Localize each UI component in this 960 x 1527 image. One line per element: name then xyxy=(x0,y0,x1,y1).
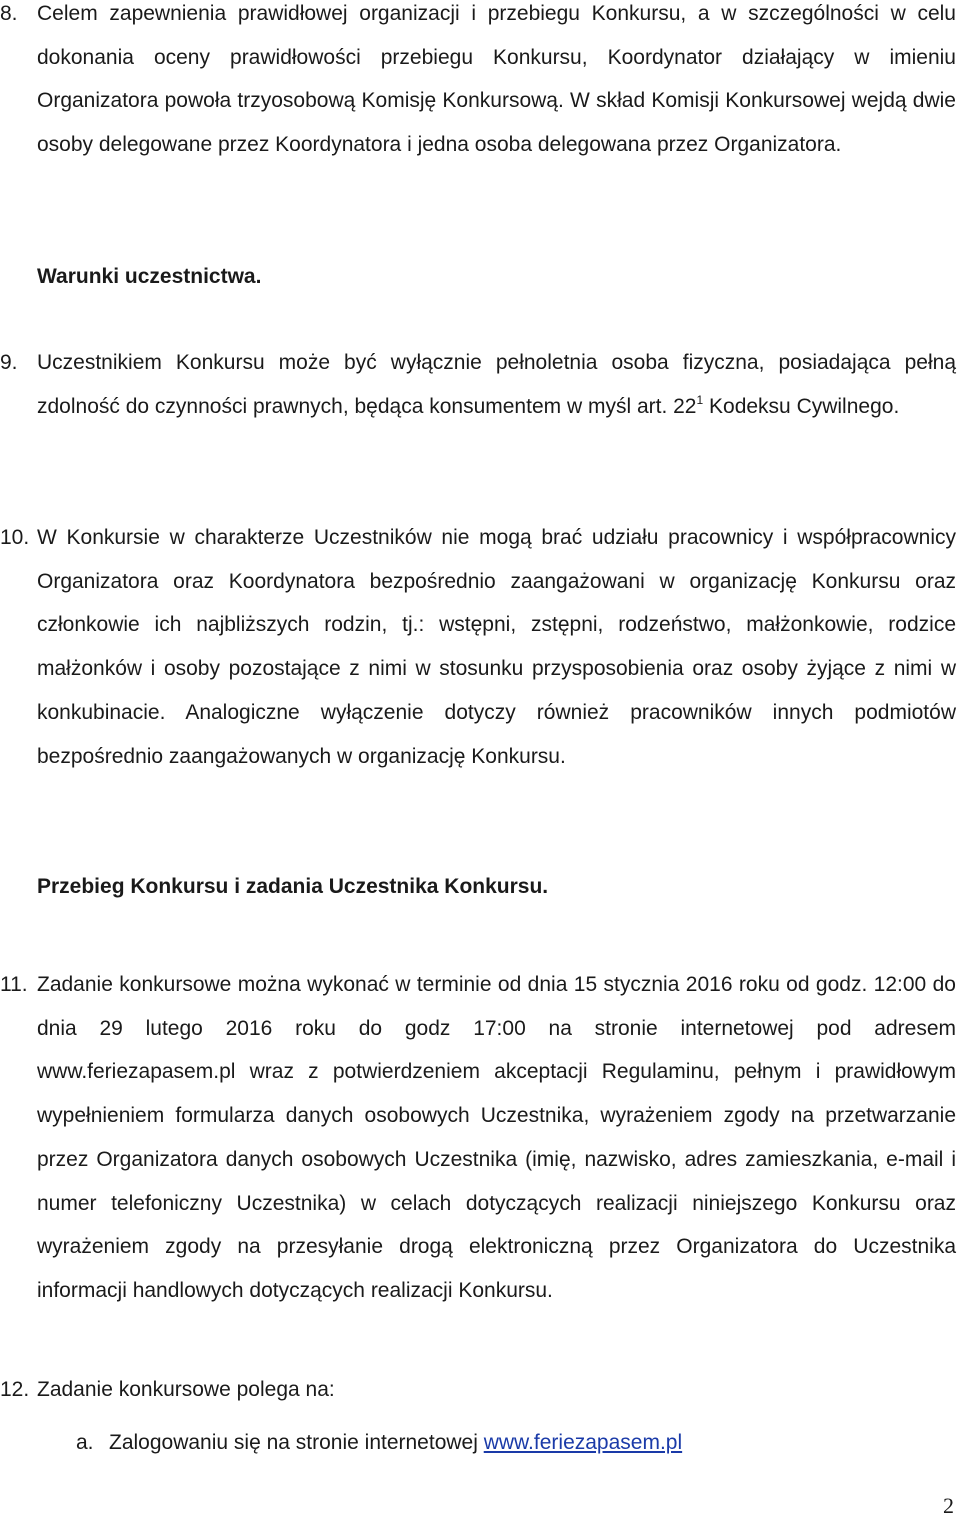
section-heading-conditions: Warunki uczestnictwa. xyxy=(37,265,262,288)
paragraph-number: 8. xyxy=(0,2,18,25)
paragraph-number: 12. xyxy=(0,1378,30,1401)
paragraph-text: Zadanie konkursowe można wykonać w terminie od dnia 15 stycznia 2016 roku od godz. 12:00 do dnia 29 lutego 2016 roku do godz 17:00 na stronie internetowej pod adresem www.feriezapasem.pl wraz z potwierdzeniem akceptacji Regulaminu, pełnym i prawidłowym wypełnieniem formularza danych osobowych Uczestnika, wyrażeniem zgody na przetwarzanie przez Organizatora danych osobowych Uczestnika (imię, nazwisko, adres zamieszkania, e-mail i numer telefoniczny Uczestnika) w celach dotyczących realizacji niniejszego Konkursu oraz wyrażeniem zgody na przesyłanie drogą elektroniczną przez Organizatora do Uczestnika informacji handlowych dotyczących realizacji Konkursu. xyxy=(37,973,956,1302)
paragraph-11 xyxy=(0,963,956,1313)
paragraph-12 xyxy=(0,1368,956,1412)
text-segment: Uczestnikiem Konkursu może być wyłącznie pełnoletnia osoba fizyczna, posiadająca pełną zdolność do czynności prawnych, będąca konsumentem w myśl art. 22 xyxy=(37,351,956,418)
list-item-text: Zalogowaniu się na stronie internetowej xyxy=(109,1431,484,1454)
paragraph-8 xyxy=(0,0,956,167)
list-item-12a xyxy=(76,1428,682,1458)
list-item-marker: a. xyxy=(76,1431,94,1454)
text-segment: Kodeksu Cywilnego. xyxy=(703,394,900,418)
section-heading-course: Przebieg Konkursu i zadania Uczestnika Konkursu. xyxy=(37,875,549,898)
superscript: 1 xyxy=(696,392,704,407)
paragraph-text: Zadanie konkursowe polega na: xyxy=(37,1378,335,1401)
paragraph-number: 9. xyxy=(0,351,18,374)
paragraph-text: Celem zapewnienia prawidłowej organizacji i przebiegu Konkursu, a w szczególności w celu dokonania oceny prawidłowości przebiegu Konkursu, Koordynator działający w imieniu Organizatora powoła trzyosobową Komisję Konkursową. W skład Komisji Konkursowej wejdą dwie osoby delegowane przez Koordynatora i jedna osoba delegowana przez Organizatora. xyxy=(37,2,956,157)
website-link[interactable]: www.feriezapasem.pl xyxy=(483,1431,683,1454)
paragraph-text: W Konkursie w charakterze Uczestników nie mogą brać udziału pracownicy i współpracownicy Organizatora oraz Koordynatora bezpośrednio zaangażowani w organizację Konkursu oraz członkowie ich najbliższych rodzin, tj.: wstępni, zstępni, rodzeństwo, małżonkowie, rodzice małżonków i osoby pozostające z nimi w stosunku przysposobienia oraz osoby żyjące z nimi w konkubinacie. Analogiczne wyłączenie dotyczy również pracowników innych podmiotów bezpośrednio zaangażowanych w organizację Konkursu. xyxy=(37,526,956,768)
page-number: 2 xyxy=(943,1493,954,1518)
paragraph-number: 10. xyxy=(0,526,30,549)
paragraph-text xyxy=(37,341,956,428)
paragraph-9 xyxy=(0,341,956,428)
paragraph-number: 11. xyxy=(0,973,28,996)
paragraph-10 xyxy=(0,516,956,778)
